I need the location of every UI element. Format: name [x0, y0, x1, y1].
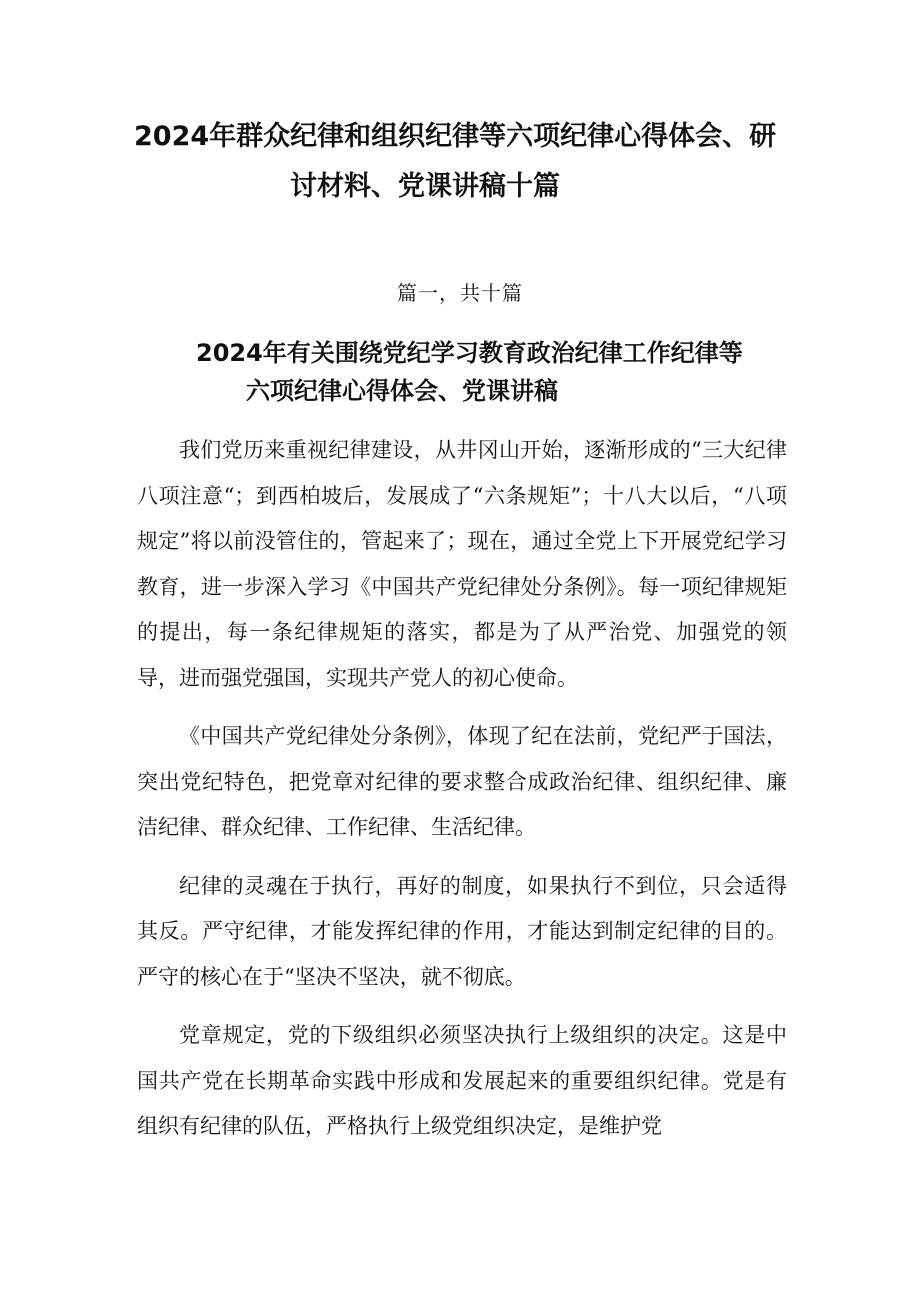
article-body	[137, 428, 787, 1163]
document-title	[120, 112, 810, 212]
document-title-line-1: 2024年群众纪律和组织纪律等六项纪律心得体会、研	[134, 121, 777, 152]
body-paragraph: 纪律的灵魂在于执行，再好的制度，如果执行不到位，只会适得其反。严守纪律，才能发挥纪律的作用，才能达到制定纪律的目的。严守的核心在于“坚决不坚决，就不彻底。	[137, 873, 787, 989]
article-title-line-1: 2024年有关围绕党纪学习教育政治纪律工作纪律等	[196, 339, 743, 367]
body-paragraph: 党章规定，党的下级组织必须坚决执行上级组织的决定。这是中国共产党在长期革命实践中形成和发展起来的重要组织纪律。党是有组织有纪律的队伍，严格执行上级党组织决定，是维护党	[137, 1023, 787, 1138]
document-title-line-2: 讨材料、党课讲稿十篇	[290, 171, 560, 202]
article-title	[150, 334, 800, 410]
article-title-line-2: 六项纪律心得体会、党课讲稿	[246, 377, 558, 405]
section-label: 篇一，共十篇	[397, 281, 523, 305]
body-paragraph: 我们党历来重视纪律建设，从井冈山开始，逐渐形成的“三大纪律八项注意“；到西柏坡后，发展成了“六条规矩”；十八大以后，“八项规定”将以前没管住的，管起来了；现在，通过全党上下开展党纪学习教育，进一步深入学习《中国共产党纪律处分条例》。每一项纪律规矩的提出，每一条纪律规矩的落实，都是为了从严治党、加强党的领导，进而强党强国，实现共产党人的初心使命。	[137, 438, 787, 690]
body-paragraph: 《中国共产党纪律处分条例》，体现了纪在法前，党纪严于国法，突出党纪特色，把党章对纪律的要求整合成政治纪律、组织纪律、廉洁纪律、群众纪律、工作纪律、生活纪律。	[137, 724, 787, 839]
